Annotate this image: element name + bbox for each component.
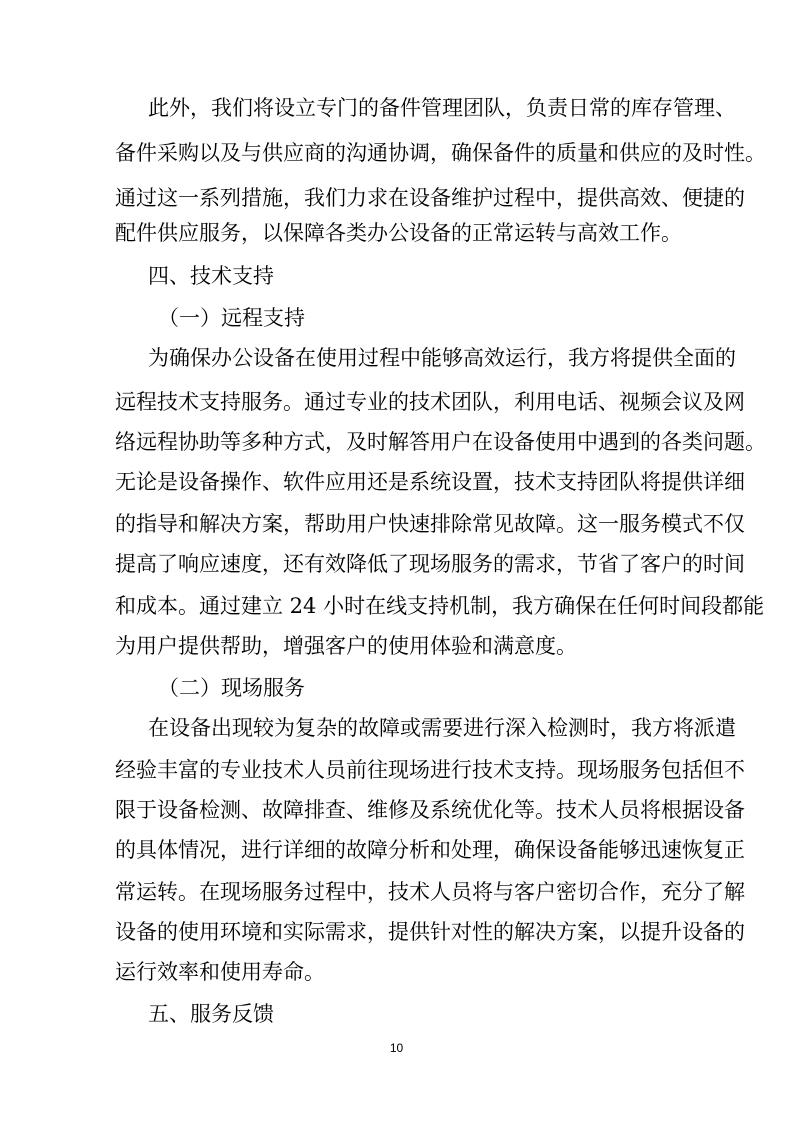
para-remote-line-3: 络远程协助等多种方式，及时解答用户在设备使用中遇到的各类问题。: [115, 430, 766, 454]
para-onsite-line-3: 限于设备检测、故障排查、维修及系统优化等。技术人员将根据设备: [115, 798, 745, 822]
para-onsite-line-2: 经验丰富的专业技术人员前往现场进行技术支持。现场服务包括但不: [115, 758, 745, 782]
para-onsite-line-1: 在设备出现较为复杂的故障或需要进行深入检测时，我方将派遣: [148, 716, 736, 740]
para-remote-line-1: 为确保办公设备在使用过程中能够高效运行，我方将提供全面的: [148, 346, 736, 370]
para-remote-line-2: 远程技术支持服务。通过专业的技术团队，利用电话、视频会议及网: [115, 390, 745, 414]
para-spares-line-1: 此外，我们将设立专门的备件管理团队，负责日常的库存管理、: [148, 96, 736, 120]
section-heading-tech-support: 四、技术支持: [148, 264, 274, 288]
section-heading-service-feedback: 五、服务反馈: [148, 1002, 274, 1026]
para-onsite-line-4: 的具体情况，进行详细的故障分析和处理，确保设备能够迅速恢复正: [115, 838, 745, 862]
para-spares-line-2: 备件采购以及与供应商的沟通协调，确保备件的质量和供应的及时性。: [115, 141, 766, 165]
para-onsite-line-5: 常运转。在现场服务过程中，技术人员将与客户密切合作，充分了解: [115, 880, 745, 904]
para-onsite-line-7: 运行效率和使用寿命。: [115, 960, 325, 984]
para-remote-line-8: 为用户提供帮助，增强客户的使用体验和满意度。: [115, 634, 577, 658]
para-onsite-line-6: 设备的使用环境和实际需求，提供针对性的解决方案，以提升设备的: [115, 920, 745, 944]
subheading-remote-support: （一）远程支持: [158, 306, 305, 330]
para-spares-line-3: 通过这一系列措施，我们力求在设备维护过程中，提供高效、便捷的: [115, 186, 745, 210]
page-number: 10: [389, 1041, 404, 1055]
para-remote-line-5: 的指导和解决方案，帮助用户快速排除常见故障。这一服务模式不仅: [115, 512, 745, 536]
para-remote-line-7: 和成本。通过建立 24 小时在线支持机制，我方确保在任何时间段都能: [115, 594, 765, 618]
para-spares-line-4: 配件供应服务，以保障各类办公设备的正常运转与高效工作。: [115, 221, 682, 245]
para-remote-line-4: 无论是设备操作、软件应用还是系统设置，技术支持团队将提供详细: [115, 470, 745, 494]
para-remote-line-6: 提高了响应速度，还有效降低了现场服务的需求，节省了客户的时间: [115, 552, 745, 576]
subheading-onsite-service: （二）现场服务: [158, 676, 305, 700]
